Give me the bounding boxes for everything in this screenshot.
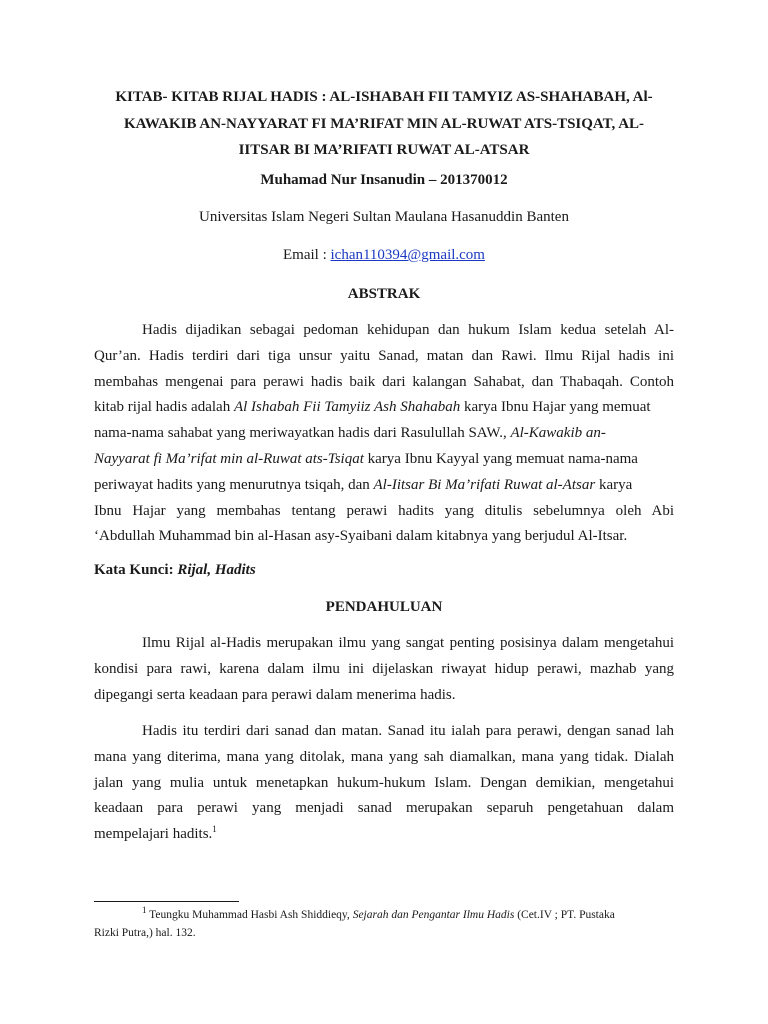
intro-line: mempelajari hadits.$^1$ — [94, 824, 217, 843]
intro-line: keadaan para perawi yang menjadi sanad merupakan separuh pengetahuan dalam — [94, 800, 674, 817]
intro-paragraph-2 — [94, 719, 674, 848]
email-link[interactable]: ichan110394@gmail.com — [330, 247, 485, 263]
intro-line: mana yang diterima, mana yang ditolak, mana yang sah diamalkan, mana yang tidak. Dialah — [94, 748, 674, 765]
keywords-label: Kata Kunci: — [94, 562, 178, 578]
abstract-line: membahas mengenai para perawi hadis baik dari kalangan Sahabat, dan Thabaqah. Contoh — [94, 373, 674, 390]
footnote-line: $^1$ Teungku Muhammad Hasbi Ash Shiddieqy, Sejarah dan Pengantar Ilmu Hadis (Cet.IV ; PT. Pustaka — [142, 905, 615, 921]
book-title-kawakib-cont: Nayyarat fi Ma’rifat min al-Ruwat ats-Tsiqat — [94, 450, 364, 467]
abstract-line: nama-nama sahabat yang meriwayatkan hadis dari Rasulullah SAW., Al-Kawakib an- — [94, 425, 606, 442]
email-label: Email : — [283, 247, 331, 263]
author-email — [94, 247, 674, 264]
abstract-line: periwayat hadits yang menurutnya tsiqah, dan Al-Iitsar Bi Ma’rifati Ruwat al-Atsar karya — [94, 476, 633, 493]
book-title-iitsar: Al-Iitsar Bi Ma’rifati Ruwat al-Atsar — [373, 476, 596, 493]
abstract-line: Hadis dijadikan sebagai pedoman kehidupan dan hukum Islam kedua setelah Al- — [142, 322, 674, 338]
keywords — [94, 562, 256, 579]
abstract-line: kitab rijal hadis adalah Al Ishabah Fii Tamyiiz Ash Shahabah karya Ibnu Hajar yang memuat — [94, 399, 651, 416]
intro-paragraph-1 — [94, 631, 674, 708]
title-line-3: IITSAR BI MA’RIFATI RUWAT AL-ATSAR — [238, 142, 530, 158]
intro-line: Hadis itu terdiri dari sanad dan matan. Sanad itu ialah para perawi, dengan sanad lah — [142, 723, 674, 739]
abstract-line: Ibnu Hajar yang membahas tentang perawi hadits yang ditulis sebelumnya oleh Abi — [94, 502, 674, 519]
intro-line: Ilmu Rijal al-Hadis merupakan ilmu yang sangat penting posisinya dalam mengetahui — [142, 635, 674, 651]
title-line-1: KITAB- KITAB RIJAL HADIS : AL-ISHABAH FII TAMYIZ AS-SHAHABAH, Al- — [115, 89, 653, 105]
footnote-book-title: Sejarah dan Pengantar Ilmu Hadis — [352, 909, 515, 921]
footnote-line: Rizki Putra,) hal. 132. — [94, 927, 196, 939]
intro-line: dipegangi serta keadaan para perawi dalam menerima hadis. — [94, 686, 456, 703]
footnote-divider — [94, 901, 239, 902]
intro-line: kondisi para rawi, karena dalam ilmu ini dijelaskan riwayat hidup perawi, mazhab yang — [94, 660, 674, 677]
intro-line: jalan yang mulia untuk menetapkan hukum-hukum Islam. Dengan demikian, mengetahui — [94, 774, 674, 791]
author-name: Muhamad Nur Insanudin – 201370012 — [260, 172, 508, 188]
author-affiliation: Universitas Islam Negeri Sultan Maulana Hasanuddin Banten — [199, 209, 569, 225]
abstract-line: Nayyarat fi Ma’rifat min al-Ruwat ats-Tsiqat karya Ibnu Kayyal yang memuat nama-nama — [94, 450, 638, 467]
book-title-kawakib: Al-Kawakib an- — [510, 425, 606, 442]
footnote-reference[interactable]: 1 — [212, 824, 217, 835]
keywords-value: Rijal, Hadits — [177, 562, 256, 578]
book-title-ishabah: Al Ishabah Fii Tamyiiz Ash Shahabah — [233, 399, 461, 416]
footnote — [94, 906, 674, 942]
abstract-heading: ABSTRAK — [347, 286, 421, 302]
abstract-paragraph — [94, 318, 674, 550]
footnote-number: 1 — [142, 905, 147, 916]
abstract-line: ‘Abdullah Muhammad bin al-Hasan asy-Syaibani dalam kitabnya yang berjudul Al-Itsar. — [94, 528, 628, 545]
abstract-line: Qur’an. Hadis terdiri dari tiga unsur yaitu Sanad, matan dan Rawi. Ilmu Rijal hadis ini — [94, 347, 674, 364]
introduction-heading: PENDAHULUAN — [325, 599, 443, 615]
paper-title — [94, 84, 674, 164]
title-line-2: KAWAKIB AN-NAYYARAT FI MA’RIFAT MIN AL-RUWAT ATS-TSIQAT, AL- — [123, 115, 645, 132]
